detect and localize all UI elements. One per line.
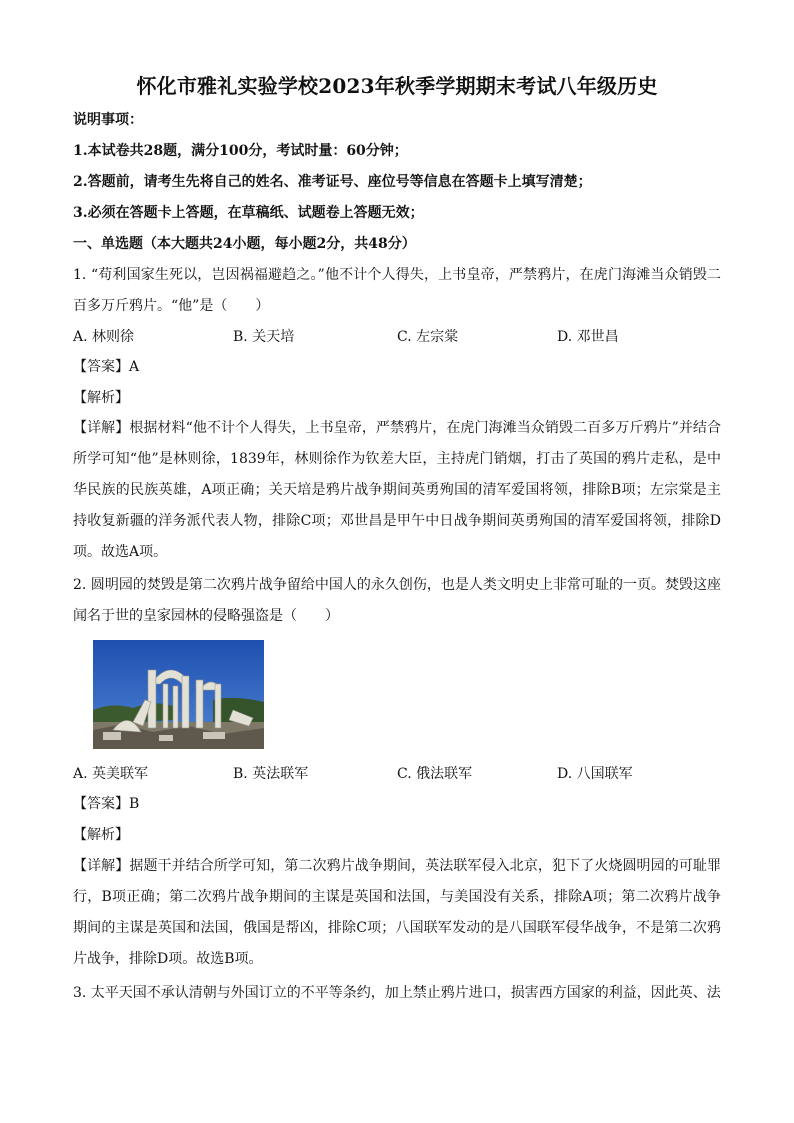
option-b: B. 关天培	[233, 329, 295, 345]
question-stem: 2. 圆明园的焚毁是第二次鸦片战争留给中国人的永久创伤，也是人类文明史上非常可耻的一页。焚毁这座闻名于世的皇家园林的侵略强盗是（ ）	[73, 577, 721, 624]
option-c: C. 俄法联军	[397, 766, 473, 782]
option-a: A. 英美联军	[73, 766, 149, 782]
question-stem: 1. “苟利国家生死以，岂因祸福避趋之。”他不计个人得失，上书皇帝，严禁鸦片，在虎门海滩当众销毁二百多万斤鸦片。“他”是（ ）	[73, 267, 721, 314]
option-c: C. 左宗棠	[397, 329, 459, 345]
answer-label: 【答案】B	[73, 796, 140, 812]
option-d: D. 邓世昌	[557, 329, 619, 345]
instruction-item: 1.本试卷共28题，满分100分，考试时量：60分钟；	[73, 143, 408, 159]
detail-text: 【详解】据题干并结合所学可知，第二次鸦片战争期间，英法联军侵入北京，犯下了火烧圆明园的可耻罪行，B项正确；第二次鸦片战争期间的主谋是英国和法国，与美国没有关系，排除A项；第二次鸦片战争期间的主谋是英国和法国，俄国是帮凶，排除C项；八国联军发动的是八国联军侵华战争，不是第二次鸦片战争，排除D项。故选B项。	[73, 858, 721, 967]
question-stem: 3. 太平天国不承认清朝与外国订立的不平等条约，加上禁止鸦片进口，损害西方国家的利益，因此英、法	[73, 985, 721, 1001]
instruction-item: 2.答题前，请考生先将自己的姓名、准考证号、座位号等信息在答题卡上填写清楚；	[73, 174, 592, 190]
page-title: 怀化市雅礼实验学校2023年秋季学期期末考试八年级历史	[136, 74, 658, 98]
option-a: A. 林则徐	[73, 329, 135, 345]
question-options	[73, 763, 723, 783]
answer-label: 【答案】A	[73, 359, 140, 375]
instructions-heading: 说明事项：	[73, 112, 143, 128]
section-heading: 一、单选题（本大题共24小题，每小题2分，共48分）	[73, 236, 416, 252]
detail-text: 【详解】根据材料“他不计个人得失，上书皇帝，严禁鸦片，在虎门海滩当众销毁二百多万斤鸦片”并结合所学可知“他”是林则徐，1839年，林则徐作为钦差大臣，主持虎门销烟，打击了英国的鸦片走私，是中华民族的民族英雄，A项正确；关天培是鸦片战争期间英勇殉国的清军爱国将领，排除B项；左宗棠是主持收复新疆的洋务派代表人物，排除C项；邓世昌是甲午中日战争期间英勇殉国的清军爱国将领，排除D项。故选A项。	[73, 420, 721, 560]
analysis-label: 【解析】	[73, 827, 129, 843]
instruction-item: 3.必须在答题卡上答题，在草稿纸、试题卷上答题无效；	[73, 205, 424, 221]
old-summer-palace-ruins-photo	[93, 640, 264, 749]
option-b: B. 英法联军	[233, 766, 309, 782]
option-d: D. 八国联军	[557, 766, 633, 782]
question-options	[73, 326, 723, 346]
analysis-label: 【解析】	[73, 390, 129, 406]
